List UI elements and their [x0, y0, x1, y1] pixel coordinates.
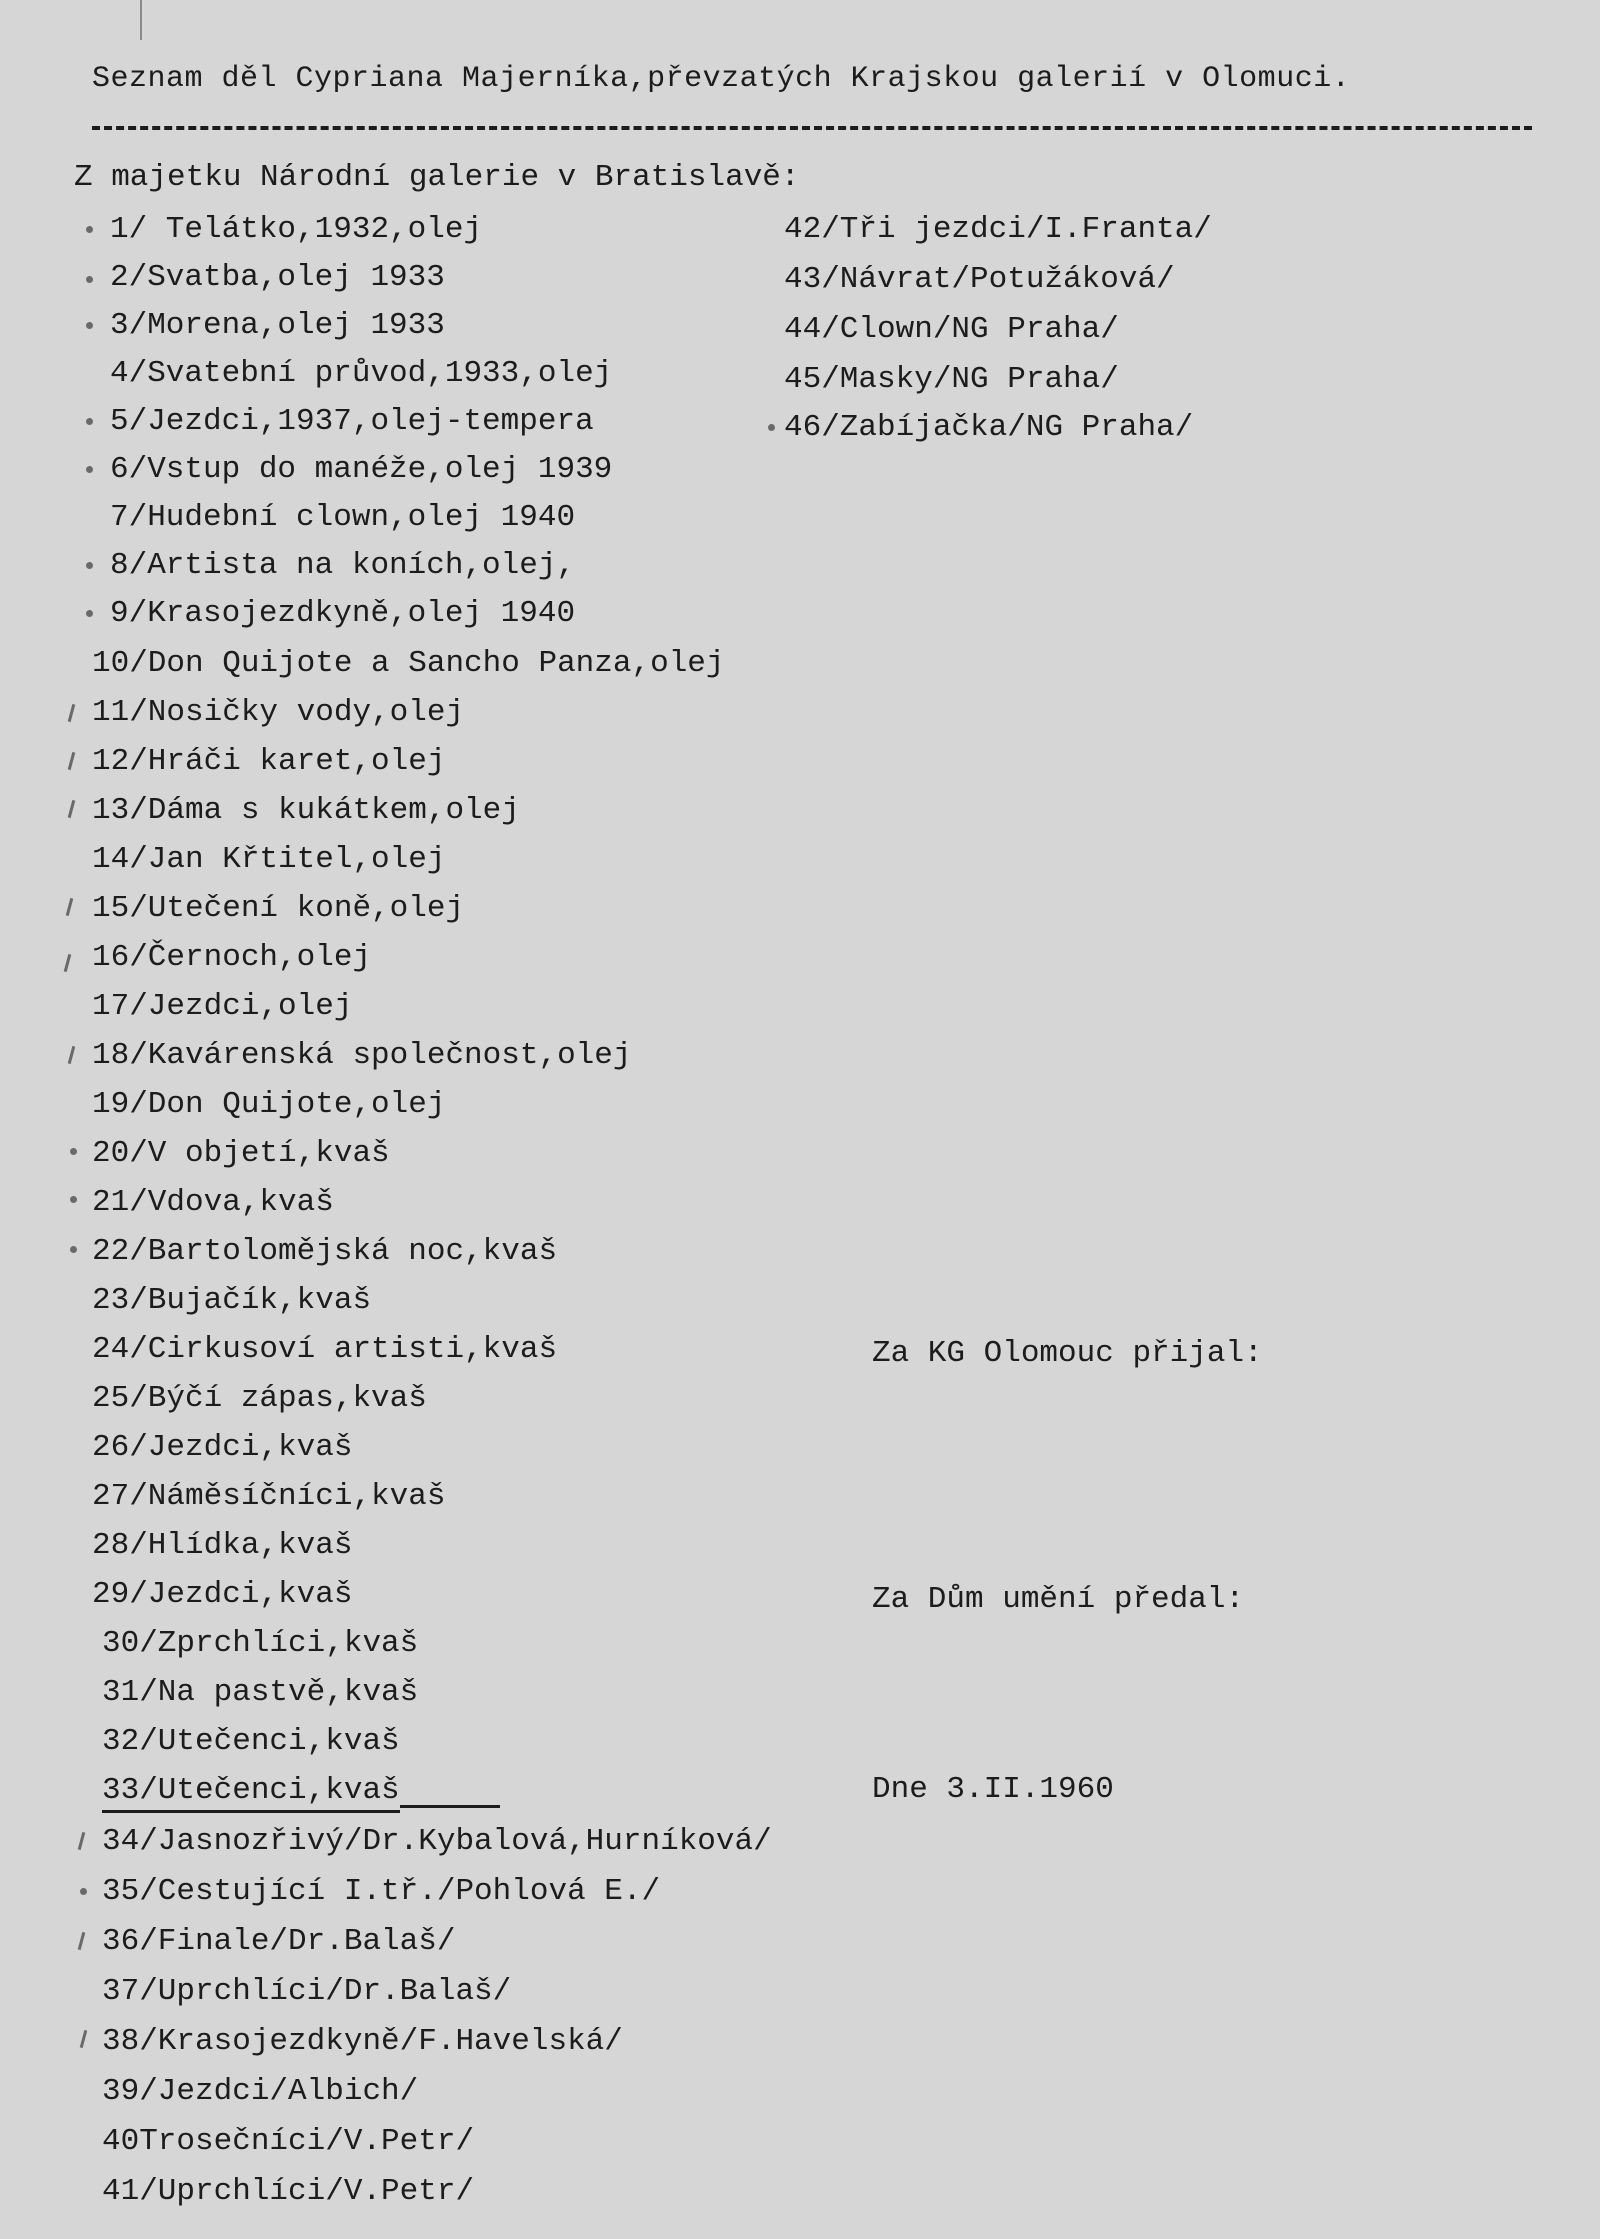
list-item: 4/Svatební průvod,1933,olej [110, 356, 613, 391]
check-mark-icon [86, 226, 93, 233]
check-mark-icon [86, 562, 93, 569]
list-item: 43/Návrat/Potužáková/ [784, 262, 1175, 297]
list-item: 13/Dáma s kukátkem,olej [92, 793, 520, 828]
check-mark-icon [86, 276, 93, 283]
document-title: Seznam děl Cypriana Majerníka,převzatých Krajskou galerií v Olomuci. [92, 62, 1351, 96]
check-mark-icon [80, 2030, 88, 2048]
list-item-underlined: 33/Utečenci,kvaš [102, 1773, 400, 1813]
list-item: 9/Krasojezdkyně,olej 1940 [110, 596, 576, 631]
list-item: 17/Jezdci,olej [92, 989, 353, 1024]
list-item: 29/Jezdci,kvaš [92, 1577, 353, 1612]
list-item: 31/Na pastvě,kvaš [102, 1675, 419, 1710]
list-item: 25/Býčí zápas,kvaš [92, 1381, 427, 1416]
date-label: Dne 3.II.1960 [872, 1772, 1114, 1807]
check-mark-icon [64, 954, 72, 972]
check-mark-icon [86, 418, 93, 425]
list-item: 36/Finale/Dr.Balaš/ [102, 1924, 456, 1959]
list-item: 19/Don Quijote,olej [92, 1087, 446, 1122]
list-item: 6/Vstup do manéže,olej 1939 [110, 452, 613, 487]
check-mark-icon [80, 1888, 87, 1895]
list-item: 26/Jezdci,kvaš [92, 1430, 353, 1465]
check-mark-icon [70, 1196, 77, 1203]
list-item: 20/V objetí,kvaš [92, 1136, 390, 1171]
list-item: 23/Bujačík,kvaš [92, 1283, 372, 1318]
list-item: 2/Svatba,olej 1933 [110, 260, 445, 295]
list-item: 34/Jasnozřivý/Dr.Kybalová,Hurníková/ [102, 1824, 772, 1859]
list-item: 30/Zprchlíci,kvaš [102, 1626, 419, 1661]
list-item: 41/Uprchlíci/V.Petr/ [102, 2174, 475, 2209]
check-mark-icon [78, 1932, 86, 1950]
received-by-label: Za KG Olomouc přijal: [872, 1336, 1263, 1371]
list-item: 11/Nosičky vody,olej [92, 695, 465, 730]
check-mark-icon [86, 466, 93, 473]
check-mark-icon [68, 704, 76, 722]
check-mark-icon [78, 1832, 86, 1850]
list-item [102, 1775, 500, 1808]
check-mark-icon [68, 1046, 76, 1064]
list-item: 39/Jezdci/Albich/ [102, 2074, 419, 2109]
list-item: 15/Utečení koně,olej [92, 891, 465, 926]
list-item: 1/ Telátko,1932,olej [110, 212, 483, 247]
check-mark-icon [68, 752, 76, 770]
check-mark-icon [86, 610, 93, 617]
list-item: 37/Uprchlíci/Dr.Balaš/ [102, 1974, 512, 2009]
check-mark-icon [768, 424, 775, 431]
title-divider [92, 126, 1532, 130]
section-heading: Z majetku Národní galerie v Bratislavě: [74, 160, 800, 195]
list-item: 21/Vdova,kvaš [92, 1185, 334, 1220]
list-item: 16/Černoch,olej [92, 940, 372, 975]
list-item: 28/Hlídka,kvaš [92, 1528, 353, 1563]
check-mark-icon [66, 898, 74, 916]
handed-by-label: Za Dům umění předal: [872, 1582, 1245, 1617]
list-item: 10/Don Quijote a Sancho Panza,olej [92, 646, 725, 681]
list-item: 7/Hudební clown,olej 1940 [110, 500, 576, 535]
list-item: 32/Utečenci,kvaš [102, 1724, 400, 1759]
list-item: 8/Artista na koních,olej, [110, 548, 576, 583]
list-item: 46/Zabíjačka/NG Praha/ [784, 410, 1194, 445]
list-item: 5/Jezdci,1937,olej-tempera [110, 404, 594, 439]
underline-extension [400, 1805, 500, 1808]
list-item: 38/Krasojezdkyně/F.Havelská/ [102, 2024, 623, 2059]
check-mark-icon [70, 1246, 77, 1253]
list-item: 3/Morena,olej 1933 [110, 308, 445, 343]
check-mark-icon [68, 800, 76, 818]
check-mark-icon [70, 1148, 77, 1155]
list-item: 35/Cestující I.tř./Pohlová E./ [102, 1874, 661, 1909]
list-item: 24/Cirkusoví artisti,kvaš [92, 1332, 558, 1367]
list-item: 44/Clown/NG Praha/ [784, 312, 1119, 347]
list-item: 22/Bartolomějská noc,kvaš [92, 1234, 558, 1269]
paper-mark [140, 0, 142, 40]
list-item: 18/Kavárenská společnost,olej [92, 1038, 632, 1073]
list-item: 40Trosečníci/V.Petr/ [102, 2124, 475, 2159]
check-mark-icon [86, 322, 93, 329]
list-item: 12/Hráči karet,olej [92, 744, 446, 779]
list-item: 14/Jan Křtitel,olej [92, 842, 446, 877]
list-item: 27/Náměsíčníci,kvaš [92, 1479, 446, 1514]
list-item: 42/Tři jezdci/I.Franta/ [784, 212, 1212, 247]
list-item: 45/Masky/NG Praha/ [784, 362, 1119, 397]
